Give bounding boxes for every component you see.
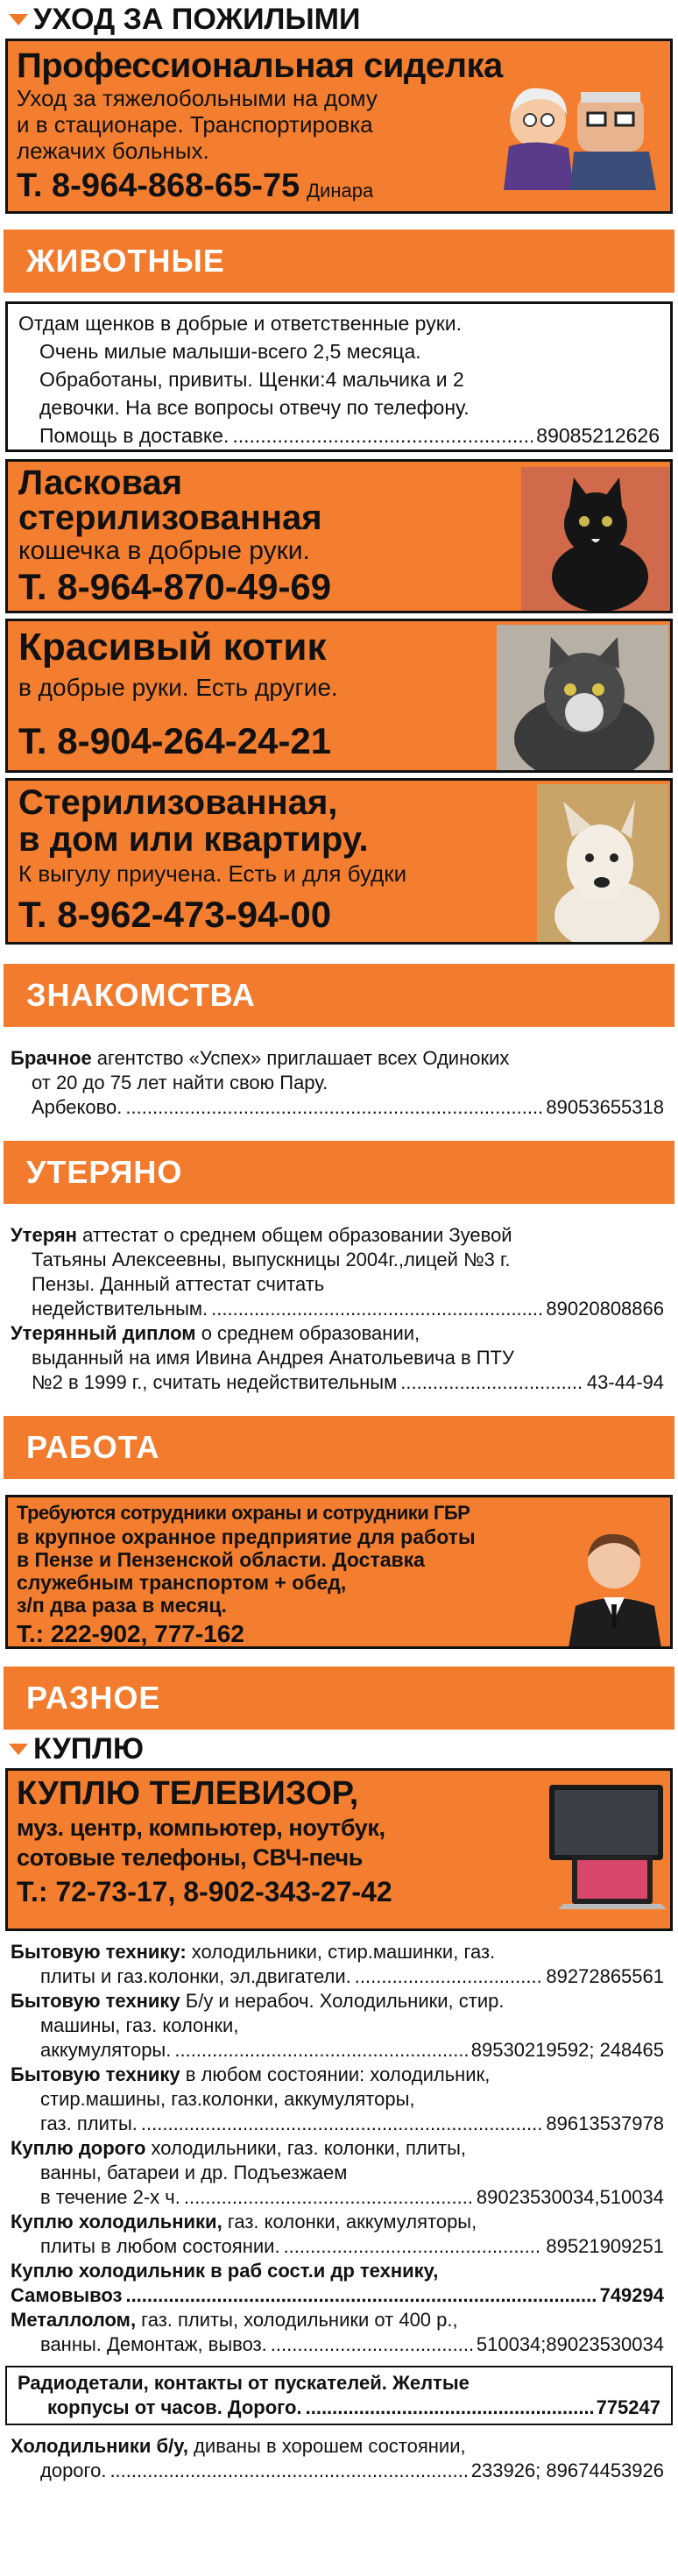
section-header-jobs: РАБОТА <box>4 1416 674 1479</box>
section-header-dating: ЗНАКОМСТВА <box>4 964 674 1027</box>
tv-laptop-icon <box>537 1780 668 1911</box>
phone-number: 89020808866 <box>546 1298 664 1320</box>
classified-buy-3: Бытовую технику в любом состоянии: холодильник, стир.машины, газ.колонки, аккумуляторы, газ. плиты. ..... 89613537978 <box>0 2063 678 2136</box>
phone-number: Т. 8-964-870-49-69 <box>18 566 332 607</box>
dog-photo <box>537 784 668 944</box>
phone-number: 510034;89023530034 <box>476 2333 664 2355</box>
classified-lost-diploma: Утерянный диплом о среднем образовании, выданный на имя Ивина Андрея Анатольевича в ПТУ №2 в 1999 г., считать недействительным ..... 43-44-94 <box>0 1321 678 1395</box>
phone-number: 89023530034,510034 <box>476 2186 664 2208</box>
phone-number: 89530219592; 248465 <box>470 2039 664 2061</box>
phone-number: 775247 <box>596 2396 660 2418</box>
phone-number: 89272865561 <box>546 1965 664 1987</box>
phone-number: Т.: 222-902, 777-162 <box>17 1620 244 1647</box>
classified-buy-9: Холодильники б/у, диваны в хорошем состоянии, дорого. ..... 233926; 89674453926 <box>0 2434 678 2483</box>
contact-name: Динара <box>307 180 374 202</box>
phone-number: 233926; 89674453926 <box>470 2459 664 2481</box>
phone-number: 43-44-94 <box>586 1371 664 1393</box>
phone-number: 749294 <box>599 2284 664 2306</box>
classified-buy-1: Бытовую технику: холодильники, стир.машинки, газ. плиты и газ.колонки, эл.двигатели. ..... 89272865561 <box>0 1940 678 1989</box>
phone-number: 89613537978 <box>546 2112 664 2134</box>
ad-caregiver: Профессиональная сиделка Уход за тяжелобольными на дому и в стационаре. Транспортировка лежачих больных. Т. 8-964-868-65-75 Динара <box>5 39 673 214</box>
phone-number: Т. 8-964-868-65-75 <box>17 167 300 204</box>
subsection-heading-buy: КУПЛЮ <box>0 1730 678 1768</box>
ad-headline: Профессиональная сиделка <box>17 46 503 85</box>
phone-number: 89053655318 <box>546 1096 664 1118</box>
ad-dog: Стерилизованная, в дом или квартиру. К выгулу приучена. Есть и для будки Т. 8-962-473-94-00 <box>5 778 673 945</box>
ad-security-jobs: Требуются сотрудники охраны и сотрудники ГБР в крупное охранное предприятие для работы в Пензе и Пензенской области. Доставка служебным транспортом + обед, з/п два раза в месяц. Т.: 222-902, 777-162 <box>5 1495 673 1649</box>
fluffy-cat-photo <box>497 625 668 772</box>
classified-buy-2: Бытовую технику Б/у и нерабоч. Холодильники, стир. машины, газ. колонки, аккумуляторы. ..... 89530219592; 248465 <box>0 1989 678 2063</box>
classified-dating: Брачное агентство «Успех» приглашает всех Одиноких от 20 до 75 лет найти свою Пару. Арбеково. ..... 89053655318 <box>0 1046 678 1120</box>
ad-cat-sterilized: Ласковая стерилизованная кошечка в добрые руки. Т. 8-964-870-49-69 <box>5 459 673 613</box>
section-header-misc: РАЗНОЕ <box>4 1667 674 1730</box>
ad-puppies: Отдам щенков в добрые и ответственные руки. Очень милые малыши-всего 2,5 месяца. Обработаны, привиты. Щенки:4 мальчика и 2 девочки. На все вопросы отвечу по телефону. Помощь в доставке. ..... 89085212626 <box>5 301 673 452</box>
ad-radio-parts: Радиодетали, контакты от пускателей. Желтые корпусы от часов. Дорого. ..... 775247 <box>5 2366 673 2425</box>
phone-number: 89521909251 <box>546 2235 664 2257</box>
triangle-marker-icon <box>9 14 28 25</box>
black-cat-photo <box>521 467 670 612</box>
ad-handsome-cat: Красивый котик в добрые руки. Есть другие. Т. 8-904-264-24-21 <box>5 619 673 773</box>
phone-number: Т. 8-962-473-94-00 <box>18 894 332 935</box>
elderly-couple-icon <box>490 76 665 190</box>
phone-number: Т. 8-904-264-24-21 <box>18 720 332 761</box>
section-header-animals: ЖИВОТНЫЕ <box>4 230 674 293</box>
phone-number: Т.: 72-73-17, 8-902-343-27-42 <box>17 1876 392 1907</box>
security-guard-photo <box>563 1524 667 1648</box>
section-header-lost: УТЕРЯНО <box>4 1141 674 1204</box>
ad-buy-tv: КУПЛЮ ТЕЛЕВИЗОР, муз. центр, компьютер, ноутбук, сотовые телефоны, СВЧ-печь Т.: 72-73-17, 8-902-343-27-42 <box>5 1768 673 1931</box>
classified-buy-6: Куплю холодильник в раб сост.и др технику, Самовывоз ..... 749294 <box>0 2259 678 2308</box>
section-heading-eldercare: УХОД ЗА ПОЖИЛЫМИ <box>0 0 678 39</box>
classified-lost-certificate: Утерян аттестат о среднем общем образовании Зуевой Татьяны Алексеевны, выпускницы 2004г.,лицей №3 г. Пензы. Данный аттестат считать недействительным. ..... 89020808866 <box>0 1223 678 1321</box>
classified-buy-7: Металлолом, газ. плиты, холодильники от 400 р., ванны. Демонтаж, вывоз. ..... 510034;89023530034 <box>0 2308 678 2357</box>
classified-buy-4: Куплю дорого холодильники, газ. колонки, плиты, ванны, батареи и др. Подъезжаем в течение 2-х ч. ..... 89023530034,510034 <box>0 2136 678 2210</box>
classified-buy-5: Куплю холодильники, газ. колонки, аккумуляторы, плиты в любом состоянии. ..... 89521909251 <box>0 2210 678 2259</box>
phone-number: 89085212626 <box>536 424 660 447</box>
triangle-marker-icon <box>9 1744 28 1755</box>
